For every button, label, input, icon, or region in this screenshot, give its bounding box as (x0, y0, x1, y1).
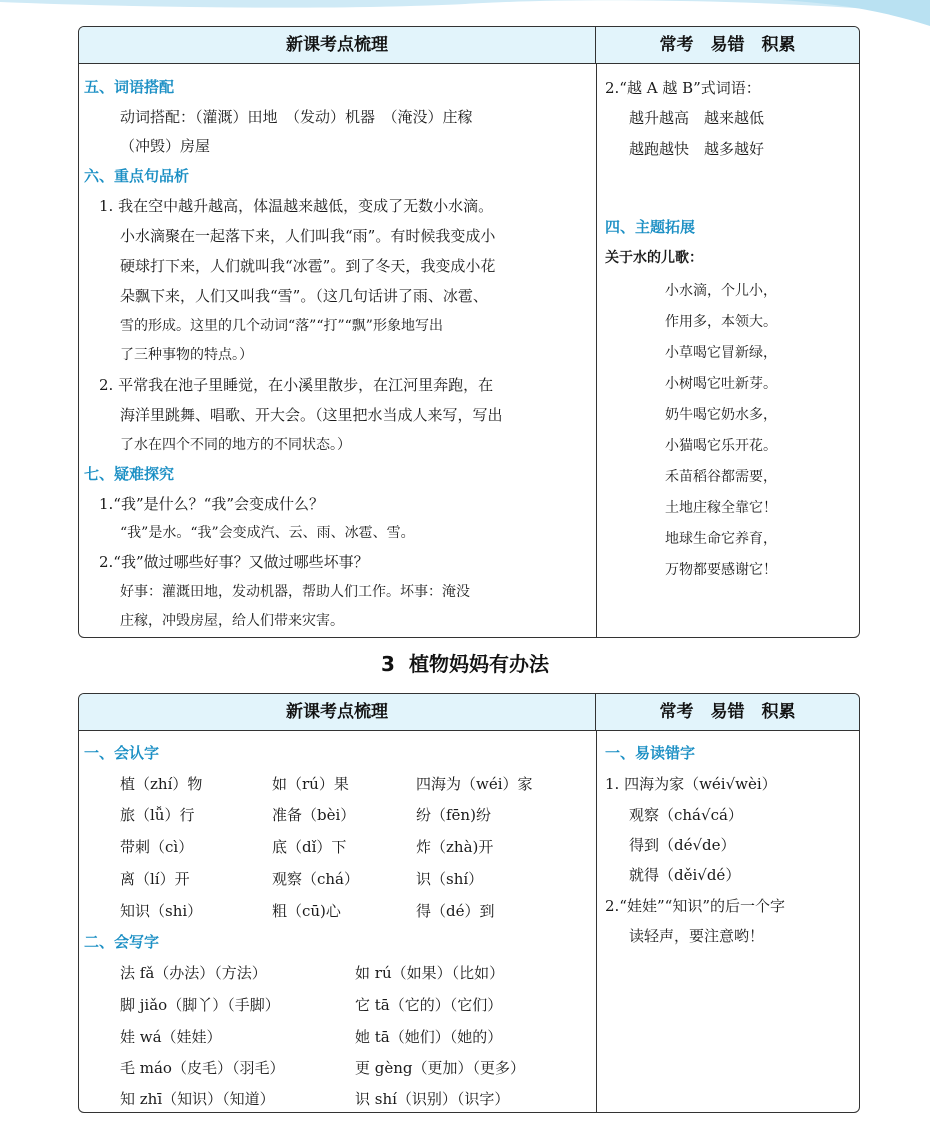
section-title: 四、主题拓展 (605, 218, 696, 236)
section-title: 一、会认字 (84, 744, 160, 762)
char-entry: 得（dé）到 (416, 902, 495, 920)
text-line: 读轻声，要注意哟！ (629, 927, 765, 945)
write-entry: 脚 jiǎo（脚丫）（手脚） (120, 996, 280, 1014)
text-line: 朵飘下来，人们又叫我“雪”。（这几句话讲了雨、冰雹、 (120, 287, 488, 305)
lesson-number: 3 (381, 652, 395, 676)
text-line: 了三种事物的特点。） (120, 347, 253, 363)
char-entry: 纷（fēn)纷 (416, 806, 491, 824)
poem-line: 禾苗稻谷都需要， (665, 469, 777, 485)
char-entry: 植（zhí）物 (120, 775, 203, 793)
left-header: 新课考点梳理 (79, 694, 596, 731)
write-entry: 知 zhī（知识）（知道） (120, 1090, 275, 1108)
char-entry: 旅（lǚ）行 (120, 806, 195, 824)
left-header: 新课考点梳理 (79, 27, 596, 64)
text-line: 1. 我在空中越升越高，体温越来越低，变成了无数小水滴。 (99, 197, 494, 215)
poem-line: 小草喝它冒新绿， (665, 345, 777, 361)
char-entry: 如（rú）果 (272, 775, 349, 793)
text-line: 雪的形成。这里的几个动词“落”“打”“飘”形象地写出 (120, 318, 443, 334)
text-line: 1. 四海为家（wéi√wèi） (605, 775, 777, 793)
char-entry: 底（dǐ）下 (272, 838, 347, 856)
poem-line: 地球生命它养育， (665, 531, 777, 547)
word-line: 越跑越快 越多越好 (629, 140, 765, 158)
text-line: 2. 平常我在池子里睡觉，在小溪里散步，在江河里奔跑，在 (99, 376, 494, 394)
text-line: 得到（dé√de） (629, 836, 736, 854)
write-entry: 如 rú（如果）（比如） (355, 964, 505, 982)
answer: 好事：灌溉田地，发动机器，帮助人们工作。坏事：淹没 (120, 584, 470, 600)
text-line: 观察（chá√cá） (629, 806, 743, 824)
write-entry: 她 tā（她们）（她的） (355, 1028, 503, 1046)
lesson-name: 植物妈妈有办法 (408, 652, 549, 676)
write-entry: 毛 máo（皮毛）（羽毛） (120, 1059, 285, 1077)
text-line: 海洋里跳舞、唱歌、开大会。（这里把水当成人来写，写出 (120, 406, 503, 424)
section-title: 一、易读错字 (605, 744, 696, 762)
lesson2-panel (78, 26, 860, 638)
write-entry: 娃 wá（娃娃） (120, 1028, 222, 1046)
text-line: （冲毁）房屋 (120, 137, 211, 155)
char-entry: 识（shí） (416, 870, 484, 888)
char-entry: 炸（zhà)开 (416, 838, 494, 856)
text-line: 动词搭配：（灌溉）田地 （发动）机器 （淹没）庄稼 (120, 108, 473, 126)
text-line: 硬球打下来，人们就叫我“冰雹”。到了冬天，我变成小花 (120, 257, 496, 275)
char-entry: 粗（cū)心 (272, 902, 341, 920)
text-line: 小水滴聚在一起落下来，人们叫我“雨”。有时候我变成小 (120, 227, 496, 245)
lesson-title (0, 650, 930, 678)
word-line: 越升越高 越来越低 (629, 109, 765, 127)
poem-line: 万物都要感谢它！ (665, 562, 777, 578)
poem-heading: 关于水的儿歌： (605, 250, 703, 266)
char-entry: 准备（bèi） (272, 806, 356, 824)
question: 2.“我”做过哪些好事？又做过哪些坏事？ (99, 553, 369, 571)
write-entry: 更 gèng（更加）（更多） (355, 1059, 526, 1077)
section-title: 五、词语搭配 (84, 78, 175, 96)
item-title: 2.“越 A 越 B”式词语： (605, 79, 761, 97)
lesson3-panel (78, 693, 860, 1113)
char-entry: 离（lí）开 (120, 870, 190, 888)
question: 1.“我”是什么？“我”会变成什么？ (99, 495, 324, 513)
text-line: 了水在四个不同的地方的不同状态。） (120, 437, 351, 453)
section-title: 七、疑难探究 (84, 465, 175, 483)
poem-line: 奶牛喝它奶水多， (665, 407, 777, 423)
write-entry: 它 tā（它的）（它们） (355, 996, 503, 1014)
write-entry: 识 shí（识别）（识字） (355, 1090, 510, 1108)
poem-line: 土地庄稼全靠它！ (665, 500, 777, 516)
section-title: 六、重点句品析 (84, 167, 190, 185)
char-entry: 观察（chá） (272, 870, 360, 888)
right-header: 常考 易错 积累 (596, 27, 859, 64)
char-entry: 知识（shi） (120, 902, 203, 920)
section-title: 二、会写字 (84, 933, 160, 951)
write-entry: 法 fǎ（办法）（方法） (120, 964, 267, 982)
poem-line: 作用多，本领大。 (665, 314, 777, 330)
right-header: 常考 易错 积累 (596, 694, 859, 731)
text-line: 就得（děi√dé） (629, 866, 741, 884)
answer: “我”是水。“我”会变成汽、云、雨、冰雹、雪。 (120, 525, 415, 541)
poem-line: 小水滴，个儿小， (665, 283, 777, 299)
char-entry: 四海为（wéi）家 (416, 775, 533, 793)
text-line: 2.“娃娃”“知识”的后一个字 (605, 897, 785, 915)
poem-line: 小猫喝它乐开花。 (665, 438, 777, 454)
char-entry: 带刺（cì） (120, 838, 194, 856)
poem-line: 小树喝它吐新芽。 (665, 376, 777, 392)
answer: 庄稼，冲毁房屋，给人们带来灾害。 (120, 613, 344, 629)
